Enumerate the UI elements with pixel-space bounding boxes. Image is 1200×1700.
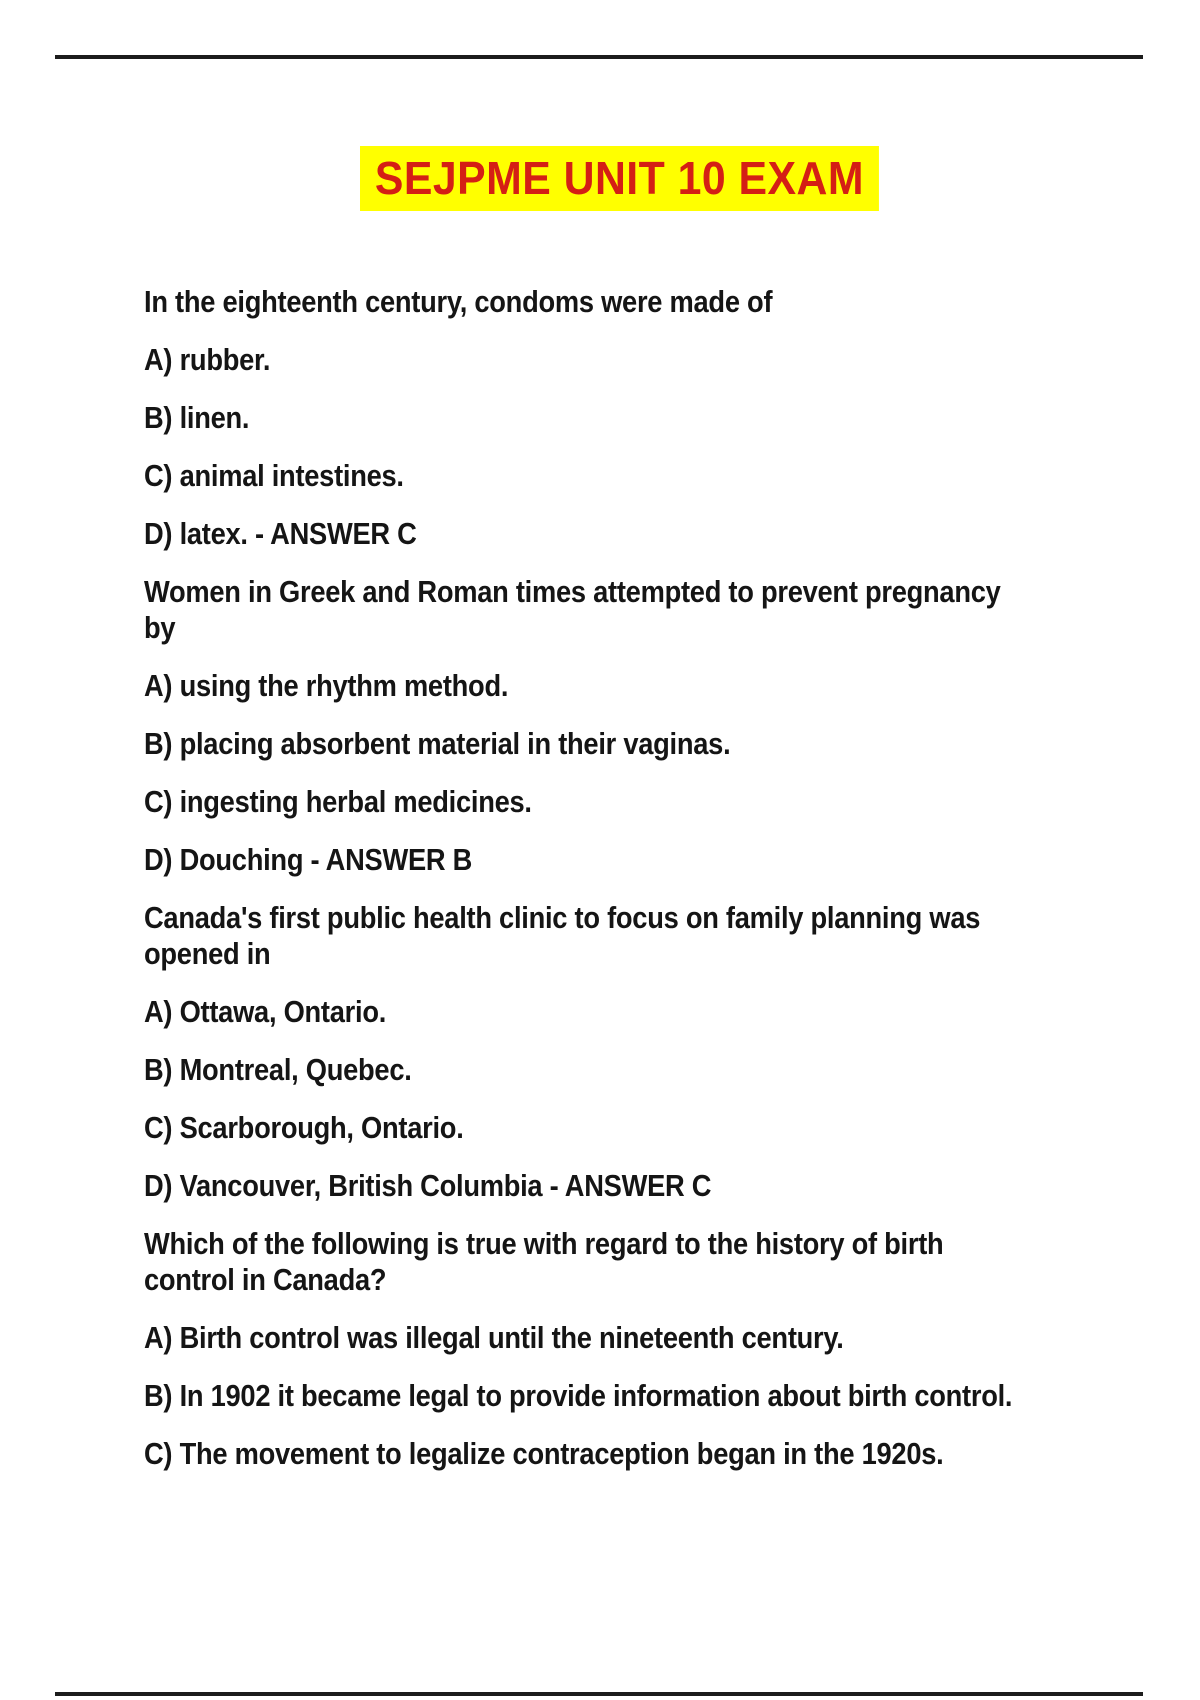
option-text: B) In 1902 it became legal to provide information about birth control. bbox=[144, 1378, 1013, 1413]
option-text: D) latex. - ANSWER C bbox=[144, 516, 417, 551]
option-text: C) The movement to legalize contraception began in the 1920s. bbox=[144, 1436, 944, 1471]
option-text: A) Birth control was illegal until the nineteenth century. bbox=[144, 1320, 844, 1355]
option-text: C) ingesting herbal medicines. bbox=[144, 784, 532, 819]
question-text: In the eighteenth century, condoms were made of bbox=[144, 284, 773, 319]
option-text: B) placing absorbent material in their vaginas. bbox=[144, 726, 731, 761]
option-text: A) Ottawa, Ontario. bbox=[144, 994, 387, 1029]
option-text: B) linen. bbox=[144, 400, 250, 435]
question-text: Canada's first public health clinic to focus on family planning was opened in bbox=[144, 900, 981, 971]
page-title: SEJPME UNIT 10 EXAM bbox=[360, 146, 879, 211]
option-text: D) Douching - ANSWER B bbox=[144, 842, 473, 877]
question-text: Which of the following is true with regard to the history of birth control in Canada? bbox=[144, 1226, 944, 1297]
option-text: C) animal intestines. bbox=[144, 458, 404, 493]
bottom-rule bbox=[55, 1692, 1143, 1696]
top-rule bbox=[55, 55, 1143, 59]
option-text: B) Montreal, Quebec. bbox=[144, 1052, 412, 1087]
option-text: D) Vancouver, British Columbia - ANSWER C bbox=[144, 1168, 712, 1203]
option-text: A) using the rhythm method. bbox=[144, 668, 509, 703]
question-list bbox=[144, 284, 1134, 1494]
question-text: Women in Greek and Roman times attempted to prevent pregnancy by bbox=[144, 574, 1001, 645]
option-text: A) rubber. bbox=[144, 342, 271, 377]
option-text: C) Scarborough, Ontario. bbox=[144, 1110, 464, 1145]
